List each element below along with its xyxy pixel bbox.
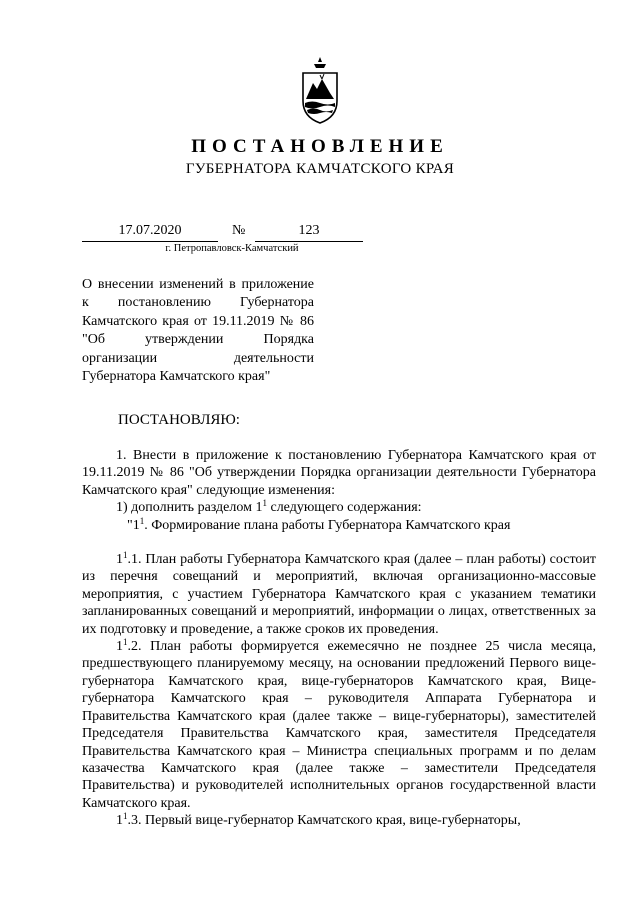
kamchatka-coat-of-arms-icon [300,55,340,125]
document-title: ПОСТАНОВЛЕНИЕ [191,136,449,157]
document-number: 123 [255,224,363,242]
paragraph-4: $1^1.1$. План работы Губернатора Камчатского края (далее – план работы) состоит из перечня совещаний и мероприятий, включая организационно-массовые мероприятия, с участием Губернатора Камчатского края с указанием тематики запланированных совещаний и мероприятий, информации о лицах, ответственных за их подготовку и проведение, а также сроков их проведения. [82,550,596,637]
decree-word: ПОСТАНОВЛЯЮ: [118,412,240,428]
document-city: г. Петропавловск-Камчатский [165,243,299,254]
document-subject: О внесении изменений в приложение к постановлению Губернатора Камчатского края от 19.11.2019 № 86 "Об утверждении Порядка организации деятельности Губернатора Камчатского края" [82,277,314,385]
document-date: 17.07.2020 [82,224,218,242]
paragraph-3: "$1^1$. Формирование плана работы Губернатора Камчатского края [127,515,511,533]
paragraph-6: $1^1.3$. Первый вице-губернатор Камчатского края, вице-губернаторы, [116,811,521,829]
document-subtitle: ГУБЕРНАТОРА КАМЧАТСКОГО КРАЯ [185,161,455,177]
number-sign: № [232,223,246,238]
paragraph-5: $1^1.2$. План работы формируется ежемесячно не позднее 25 числа месяца, предшествующего планируемому месяцу, на основании предложений Первого вице-губернатора Камчатского края, вице-губернаторов Камчатского края, Вице-губернатора Камчатского края – руководителя Аппарата Губернатора и Правительства Камчатского края (далее также – вице-губернаторы), заместителей Председателя Правительства Камчатского края, заместителя Председателя Правительства Камчатского края – Министра специальных программ и по делам казачества Камчатского края (далее также – заместители Председателя Правительства) и руководителей исполнительных органов государственной власти Камчатского края. [82,637,596,811]
document-body [82,447,596,830]
paragraph-1: 1. Внести в приложение к постановлению Губернатора Камчатского края от 19.11.2019 № 86 "Об утверждении Порядка организации деятельности Губернатора Камчатского края" следующие изменения: [82,448,596,498]
paragraph-2: 1) дополнить разделом $1^1$ следующего содержания: [116,498,422,516]
